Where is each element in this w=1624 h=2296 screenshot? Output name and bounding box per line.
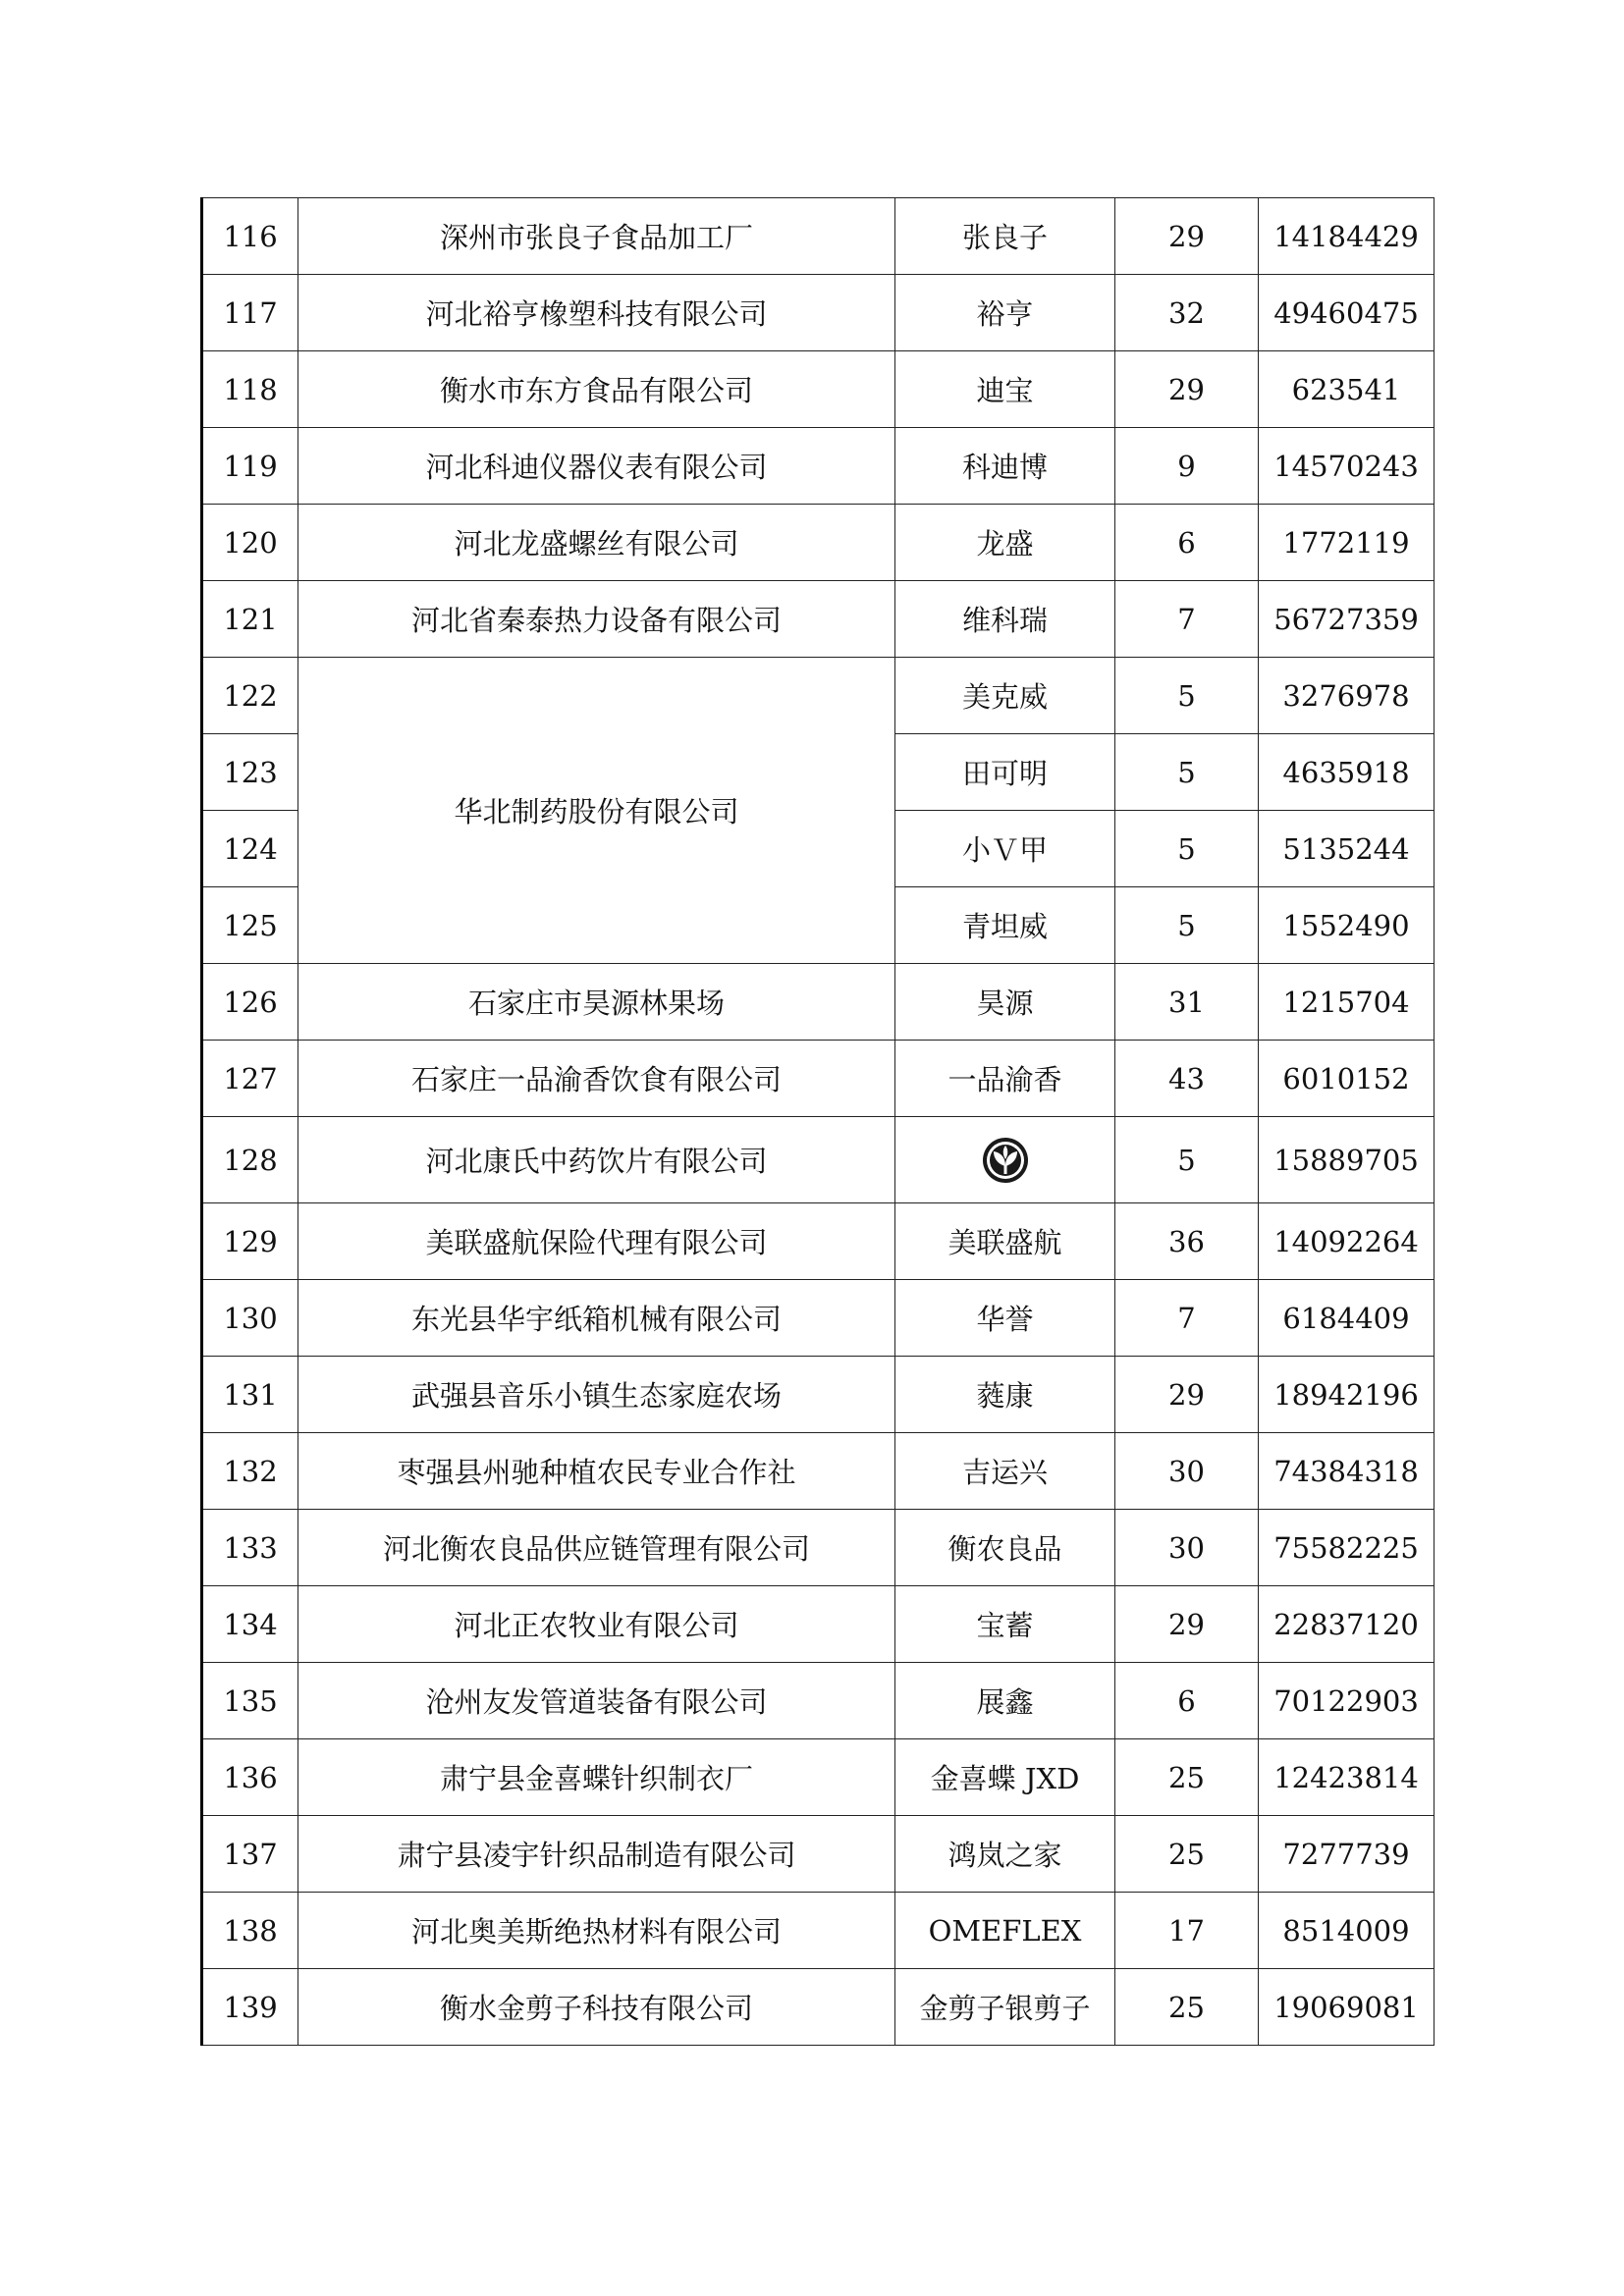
company-name: 河北省秦泰热力设备有限公司 (298, 581, 895, 658)
brand-name: 衡农良品 (895, 1510, 1115, 1586)
brand-name: 美联盛航 (895, 1203, 1115, 1280)
class-number: 29 (1115, 351, 1259, 428)
row-number: 126 (202, 964, 298, 1041)
row-number: 119 (202, 428, 298, 505)
registration-number: 15889705 (1259, 1117, 1435, 1203)
brand-name: 昊源 (895, 964, 1115, 1041)
registration-number: 1772119 (1259, 505, 1435, 581)
class-number: 5 (1115, 811, 1259, 887)
table-row (202, 505, 1435, 581)
company-name: 美联盛航保险代理有限公司 (298, 1203, 895, 1280)
registration-number: 70122903 (1259, 1663, 1435, 1739)
table-row (202, 1663, 1435, 1739)
brand-name: 青坦威 (895, 887, 1115, 964)
table-row (202, 351, 1435, 428)
company-name: 河北龙盛螺丝有限公司 (298, 505, 895, 581)
class-number: 43 (1115, 1041, 1259, 1117)
row-number: 120 (202, 505, 298, 581)
registration-number: 14570243 (1259, 428, 1435, 505)
table-row (202, 1586, 1435, 1663)
registration-number: 4635918 (1259, 734, 1435, 811)
company-name: 枣强县州驰种植农民专业合作社 (298, 1433, 895, 1510)
row-number: 132 (202, 1433, 298, 1510)
registration-number: 14184429 (1259, 198, 1435, 275)
class-number: 25 (1115, 1969, 1259, 2046)
registration-number: 18942196 (1259, 1357, 1435, 1433)
class-number: 29 (1115, 1357, 1259, 1433)
class-number: 5 (1115, 658, 1259, 734)
company-name: 武强县音乐小镇生态家庭农场 (298, 1357, 895, 1433)
table-row (202, 1117, 1435, 1203)
class-number: 17 (1115, 1893, 1259, 1969)
table-row (202, 198, 1435, 275)
row-number: 124 (202, 811, 298, 887)
class-number: 5 (1115, 887, 1259, 964)
registration-number: 1215704 (1259, 964, 1435, 1041)
class-number: 6 (1115, 1663, 1259, 1739)
class-number: 31 (1115, 964, 1259, 1041)
table-row (202, 1816, 1435, 1893)
brand-name: 宝蓄 (895, 1586, 1115, 1663)
class-number: 7 (1115, 1280, 1259, 1357)
table-row (202, 275, 1435, 351)
table-row (202, 1893, 1435, 1969)
class-number: 32 (1115, 275, 1259, 351)
row-number: 134 (202, 1586, 298, 1663)
brand-name: 龙盛 (895, 505, 1115, 581)
table-row (202, 1433, 1435, 1510)
row-number: 137 (202, 1816, 298, 1893)
company-name: 东光县华宇纸箱机械有限公司 (298, 1280, 895, 1357)
row-number: 123 (202, 734, 298, 811)
row-number: 138 (202, 1893, 298, 1969)
registration-number: 74384318 (1259, 1433, 1435, 1510)
registration-number: 623541 (1259, 351, 1435, 428)
brand-name: 张良子 (895, 198, 1115, 275)
row-number: 127 (202, 1041, 298, 1117)
row-number: 136 (202, 1739, 298, 1816)
table-row (202, 1739, 1435, 1816)
company-name: 衡水金剪子科技有限公司 (298, 1969, 895, 2046)
row-number: 118 (202, 351, 298, 428)
registration-number: 6010152 (1259, 1041, 1435, 1117)
table-row (202, 1357, 1435, 1433)
registration-number: 75582225 (1259, 1510, 1435, 1586)
brand-name: OMEFLEX (895, 1893, 1115, 1969)
company-name: 河北裕亨橡塑科技有限公司 (298, 275, 895, 351)
table-row (202, 658, 1435, 734)
leaf-emblem-icon (981, 1136, 1030, 1185)
company-name: 河北科迪仪器仪表有限公司 (298, 428, 895, 505)
row-number: 135 (202, 1663, 298, 1739)
registration-number: 12423814 (1259, 1739, 1435, 1816)
table-row (202, 428, 1435, 505)
registration-number: 1552490 (1259, 887, 1435, 964)
class-number: 9 (1115, 428, 1259, 505)
company-name: 河北衡农良品供应链管理有限公司 (298, 1510, 895, 1586)
brand-name: 小Ｖ甲 (895, 811, 1115, 887)
brand-name: 鸿岚之家 (895, 1816, 1115, 1893)
brand-name: 吉运兴 (895, 1433, 1115, 1510)
brand-name: 维科瑞 (895, 581, 1115, 658)
registration-number: 49460475 (1259, 275, 1435, 351)
row-number: 128 (202, 1117, 298, 1203)
company-name: 衡水市东方食品有限公司 (298, 351, 895, 428)
row-number: 122 (202, 658, 298, 734)
brand-name: 一品渝香 (895, 1041, 1115, 1117)
company-name: 河北正农牧业有限公司 (298, 1586, 895, 1663)
company-name: 河北康氏中药饮片有限公司 (298, 1117, 895, 1203)
brand-name: 科迪博 (895, 428, 1115, 505)
table-row (202, 1510, 1435, 1586)
table-row (202, 1280, 1435, 1357)
class-number: 5 (1115, 734, 1259, 811)
class-number: 30 (1115, 1433, 1259, 1510)
row-number: 133 (202, 1510, 298, 1586)
registration-number: 5135244 (1259, 811, 1435, 887)
brand-logo-cell (895, 1117, 1115, 1203)
brand-name: 华誉 (895, 1280, 1115, 1357)
row-number: 116 (202, 198, 298, 275)
company-name: 河北奥美斯绝热材料有限公司 (298, 1893, 895, 1969)
company-name: 华北制药股份有限公司 (298, 658, 895, 964)
registration-number: 3276978 (1259, 658, 1435, 734)
table-row (202, 1969, 1435, 2046)
class-number: 5 (1115, 1117, 1259, 1203)
trademark-table (200, 197, 1435, 2046)
row-number: 131 (202, 1357, 298, 1433)
class-number: 6 (1115, 505, 1259, 581)
registration-number: 6184409 (1259, 1280, 1435, 1357)
registration-number: 56727359 (1259, 581, 1435, 658)
registration-number: 19069081 (1259, 1969, 1435, 2046)
table-row (202, 1041, 1435, 1117)
company-name: 肃宁县金喜蝶针织制衣厂 (298, 1739, 895, 1816)
registration-number: 14092264 (1259, 1203, 1435, 1280)
row-number: 121 (202, 581, 298, 658)
row-number: 130 (202, 1280, 298, 1357)
brand-name: 金剪子银剪子 (895, 1969, 1115, 2046)
class-number: 30 (1115, 1510, 1259, 1586)
table-row (202, 581, 1435, 658)
class-number: 25 (1115, 1816, 1259, 1893)
brand-name: 迪宝 (895, 351, 1115, 428)
class-number: 7 (1115, 581, 1259, 658)
brand-name: 美克威 (895, 658, 1115, 734)
company-name: 深州市张良子食品加工厂 (298, 198, 895, 275)
row-number: 117 (202, 275, 298, 351)
class-number: 36 (1115, 1203, 1259, 1280)
row-number: 129 (202, 1203, 298, 1280)
table-row (202, 964, 1435, 1041)
registration-number: 22837120 (1259, 1586, 1435, 1663)
brand-name: 金喜蝶 JXD (895, 1739, 1115, 1816)
company-name: 肃宁县凌宇针织品制造有限公司 (298, 1816, 895, 1893)
class-number: 25 (1115, 1739, 1259, 1816)
company-name: 石家庄一品渝香饮食有限公司 (298, 1041, 895, 1117)
row-number: 125 (202, 887, 298, 964)
registration-number: 7277739 (1259, 1816, 1435, 1893)
brand-name: 蕤康 (895, 1357, 1115, 1433)
brand-name: 展鑫 (895, 1663, 1115, 1739)
class-number: 29 (1115, 198, 1259, 275)
company-name: 石家庄市昊源林果场 (298, 964, 895, 1041)
brand-name: 田可明 (895, 734, 1115, 811)
company-name: 沧州友发管道装备有限公司 (298, 1663, 895, 1739)
registration-number: 8514009 (1259, 1893, 1435, 1969)
row-number: 139 (202, 1969, 298, 2046)
table-row (202, 1203, 1435, 1280)
brand-name: 裕亨 (895, 275, 1115, 351)
class-number: 29 (1115, 1586, 1259, 1663)
